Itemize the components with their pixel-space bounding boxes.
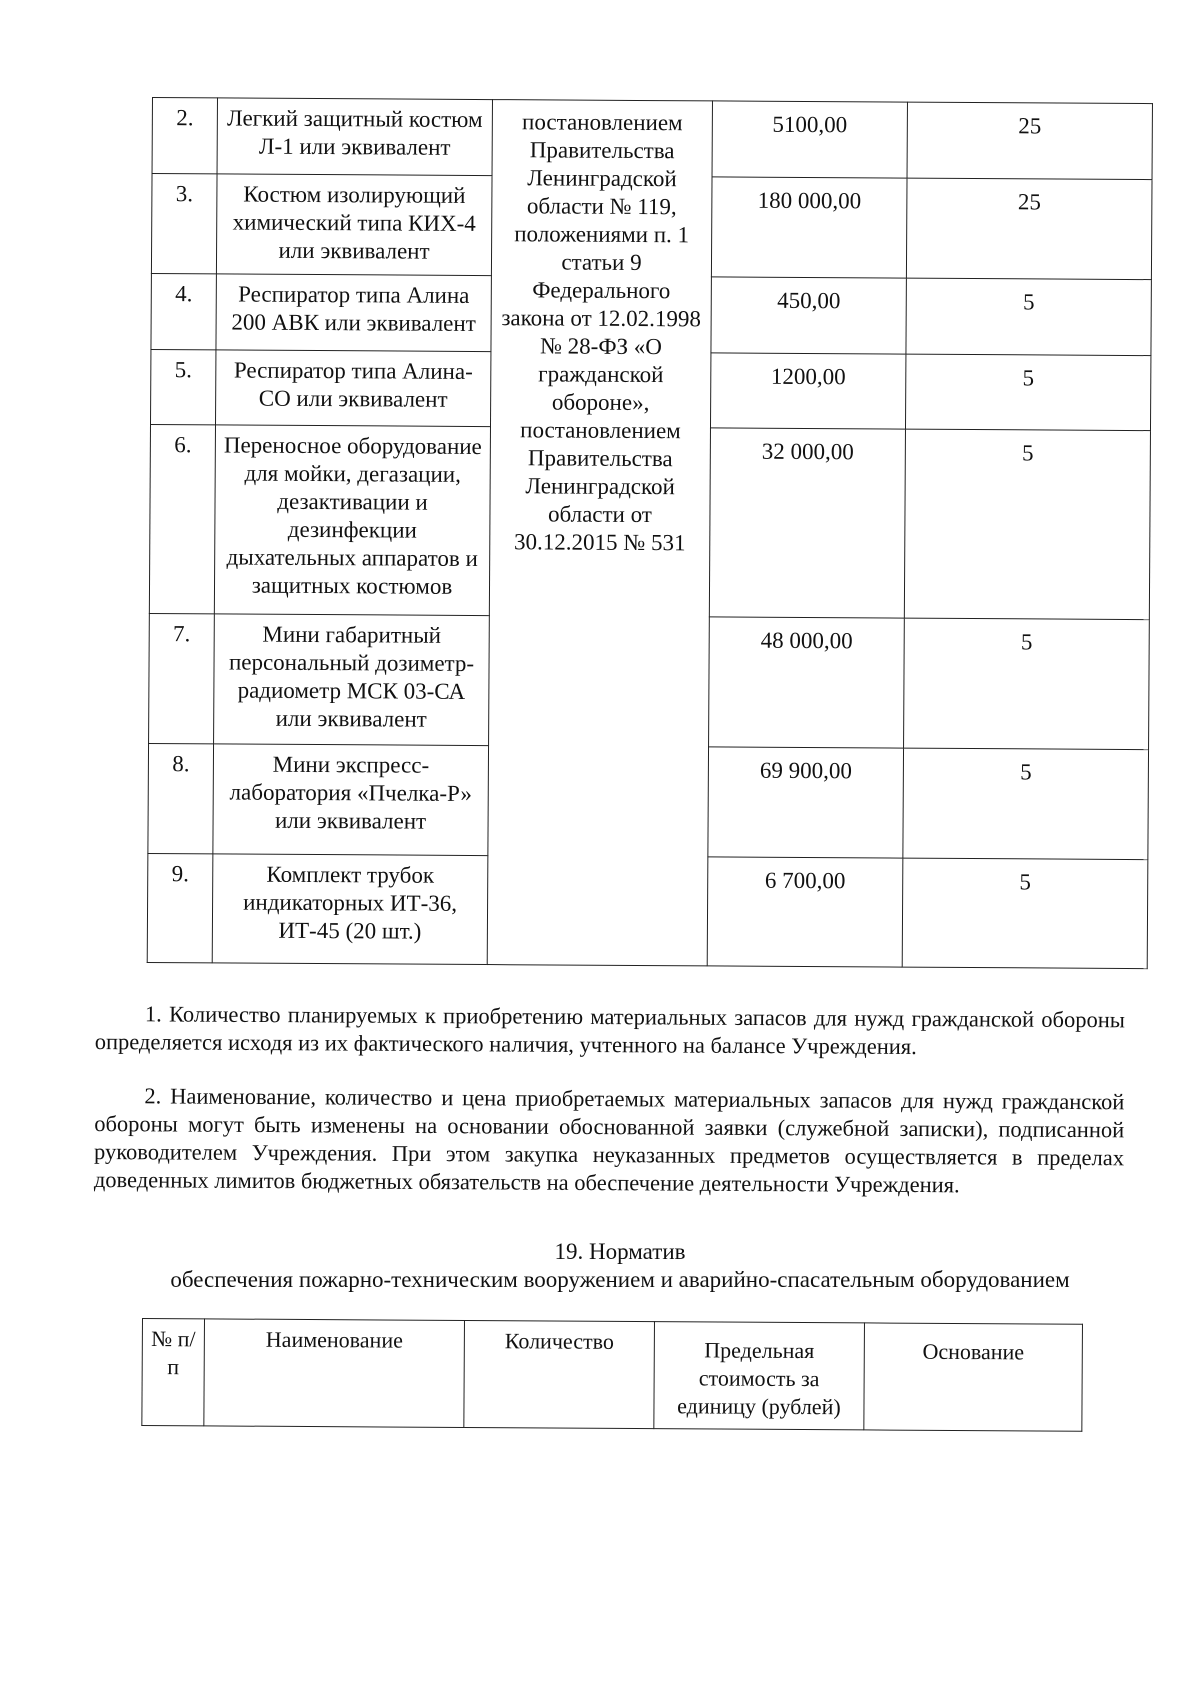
item-quantity: 25 (907, 102, 1152, 179)
item-price: 5100,00 (712, 101, 907, 178)
item-name: Комплект трубок индикаторных ИТ-36, ИТ-45 (20 шт.) (212, 853, 488, 964)
fire-equipment-table (141, 1318, 1083, 1432)
notes (94, 1000, 1125, 1226)
item-quantity: 25 (906, 178, 1152, 279)
row-number: 2. (152, 98, 217, 174)
item-name: Респиратор типа Алина 200 АВК или эквивалент (216, 274, 491, 351)
item-name: Переносное оборудование для мойки, дегазации, дезактивации и дезинфекции дыхательных аппаратов и защитных костюмов (214, 425, 490, 615)
item-name: Мини габаритный персональный дозиметр-радиометр МСК 03-СА или эквивалент (214, 614, 490, 746)
item-price: 6 700,00 (707, 856, 903, 967)
note-paragraph: 1. Количество планируемых к приобретению материальных запасов для нужд гражданской обороны определяется исходя из их фактического наличия, учтенного на балансе Учреждения. (94, 1001, 1125, 1060)
item-quantity: 5 (905, 354, 1150, 431)
table-header-row (142, 1319, 1083, 1432)
section-subtitle: обеспечения пожарно-техническим вооружением и аварийно-спасательным оборудованием (170, 1267, 1070, 1292)
row-number: 7. (149, 613, 215, 744)
column-header: Предельная стоимость за единицу (рублей) (654, 1322, 865, 1430)
item-price: 1200,00 (710, 352, 905, 429)
row-number: 9. (147, 853, 213, 963)
row-number: 3. (151, 173, 217, 273)
item-name: Легкий защитный костюм Л-1 или эквивалент (217, 98, 492, 175)
item-price: 69 900,00 (708, 747, 904, 858)
column-header: № п/п (142, 1319, 205, 1426)
item-price: 48 000,00 (709, 617, 905, 749)
item-quantity: 5 (906, 278, 1151, 355)
section-title: 19. Норматив (554, 1239, 686, 1264)
item-quantity: 5 (903, 748, 1149, 859)
item-price: 450,00 (711, 277, 906, 354)
item-price: 32 000,00 (709, 428, 905, 618)
row-number: 4. (151, 273, 216, 349)
equipment-table (147, 97, 1153, 969)
section-heading (95, 1238, 1145, 1294)
item-price: 180 000,00 (711, 177, 907, 278)
basis-cell: постановлением Правительства Ленинградской области № 119, положениями п. 1 статьи 9 Федерального закона от 12.02.1998 № 28-ФЗ «О гражданской обороне», постановлением Правительства Ленинградской области от 30.12.2015 № 531 (487, 100, 712, 966)
item-name: Респиратор типа Алина-СО или эквивалент (215, 349, 490, 426)
column-header: Наименование (204, 1319, 465, 1428)
item-quantity: 5 (902, 858, 1148, 969)
column-header: Основание (864, 1323, 1083, 1431)
row-number: 8. (148, 744, 214, 854)
column-header: Количество (464, 1320, 655, 1428)
table-row (152, 98, 1152, 180)
row-number: 5. (150, 349, 215, 425)
row-number: 6. (149, 425, 215, 614)
item-name: Костюм изолирующий химический типа КИХ-4 или эквивалент (216, 174, 492, 276)
item-quantity: 5 (904, 618, 1150, 750)
note-paragraph: 2. Наименование, количество и цена приобретаемых материальных запасов для нужд гражданской обороны могут быть изменены на основании обоснованной заявки (служебной записки), подписанной руководителем Учреждения. При этом закупка неуказанных предметов осуществляется в пределах доведенных лимитов бюджетных обязательств на обеспечение деятельности Учреждения. (93, 1083, 1125, 1198)
item-quantity: 5 (904, 429, 1150, 619)
item-name: Мини экспресс-лаборатория «Пчелка-Р» или эквивалент (213, 744, 489, 855)
